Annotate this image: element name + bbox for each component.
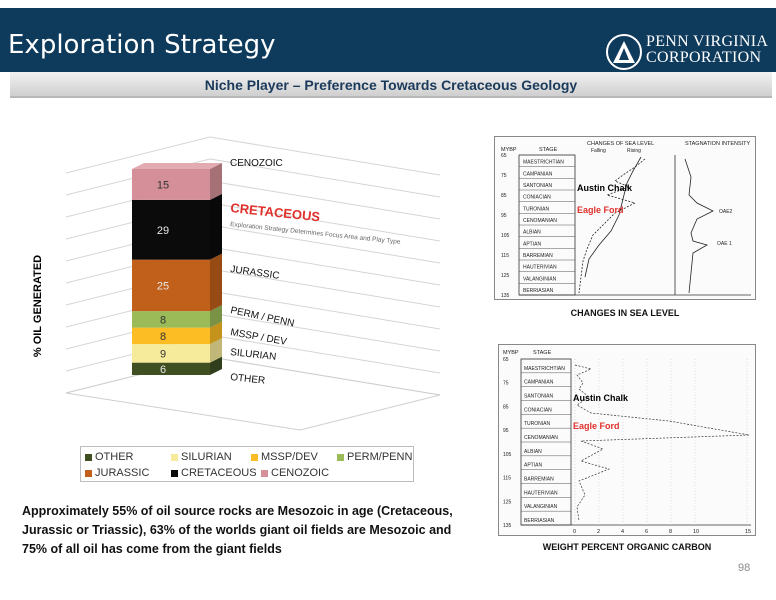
header-bar	[0, 8, 776, 72]
age-tick: 85	[503, 404, 509, 411]
x-tick: 10	[693, 529, 700, 535]
stage-label: VALANGINIAN	[524, 504, 558, 511]
oae-bottom: OAE 1	[717, 241, 732, 247]
eagle-ford-label: Eagle Ford	[577, 205, 624, 215]
page-number: 98	[738, 562, 751, 574]
chart-legend	[80, 446, 414, 482]
stage-label: MAESTRICHTIAN	[524, 365, 565, 372]
bar-segment-cretaceous	[132, 200, 210, 260]
x-tick: 15	[745, 529, 752, 535]
stage-label: BARREMIAN	[524, 476, 554, 483]
header-stage: STAGE	[533, 350, 552, 356]
bar-segment-other	[132, 363, 210, 375]
legend-swatch	[171, 470, 178, 477]
caption-text: Approximately 55% of oil source rocks are Mesozoic in age (Cretaceous, Jurassic or Triassic), 63% of the worlds giant oil fields are Mesozoic and 75% of all oil has come from the giant fields	[22, 504, 453, 556]
stagnation-curve	[685, 159, 713, 293]
legend-label: CRETACEOUS	[181, 467, 257, 479]
age-tick: 135	[501, 293, 510, 299]
sea-level-curve	[579, 159, 645, 293]
bar-segment-cenozoic	[132, 169, 210, 200]
sea-level-curve-alt	[585, 157, 641, 277]
data-label: 6	[159, 363, 167, 376]
age-tick: 115	[501, 253, 509, 259]
legend-item-msspdev	[251, 451, 318, 463]
stage-label: CAMPANIAN	[524, 379, 554, 386]
legend-label: JURASSIC	[95, 467, 150, 479]
header-rising: Rising	[627, 148, 641, 154]
bar-side-cenozoic	[210, 163, 222, 200]
header-stagnation: STAGNATION INTENSITY	[685, 141, 751, 147]
page-title: Exploration Strategy	[8, 30, 276, 60]
legend-item-cretaceous	[171, 467, 257, 479]
organic-carbon-caption: WEIGHT PERCENT ORGANIC CARBON	[542, 542, 712, 552]
oae-top: OAE2	[719, 209, 733, 215]
age-tick: 95	[503, 428, 509, 435]
subtitle-bar	[10, 72, 772, 98]
data-label: 29	[156, 224, 170, 237]
logo-line2: CORPORATION	[646, 49, 762, 66]
legend-item-jurassic	[85, 467, 149, 479]
legend-label: CENOZOIC	[271, 467, 330, 479]
stage-label: TURONIAN	[523, 206, 550, 213]
header-falling: Falling	[591, 148, 606, 154]
stage-label: HAUTERIVIAN	[523, 264, 557, 271]
series-annotation: CENOZOIC	[230, 158, 283, 169]
legend-swatch	[171, 454, 178, 461]
chart-floor	[66, 357, 440, 430]
stage-label: ALBIAN	[523, 229, 541, 236]
data-label: 8	[159, 314, 167, 327]
sea-level-panel	[494, 136, 756, 300]
series-annotation: PERM / PENN	[229, 305, 296, 330]
austin-chalk-label: Austin Chalk	[577, 183, 633, 193]
age-tick: 75	[501, 173, 507, 179]
organic-carbon-panel	[498, 344, 756, 536]
stage-label: BARREMIAN	[523, 253, 553, 259]
bar-segment-silurian	[132, 344, 210, 363]
series-annotation: OTHER	[229, 372, 266, 387]
stage-label: SANTONIAN	[524, 393, 554, 400]
legend-swatch	[261, 470, 268, 477]
age-tick: 75	[503, 380, 509, 387]
data-label: 15	[156, 179, 170, 192]
stage-label: HAUTERIVIAN	[524, 490, 558, 497]
data-label: 9	[159, 348, 167, 361]
age-tick: 125	[501, 273, 510, 279]
series-annotation: SILURIAN	[229, 347, 277, 363]
stage-label: ALBIAN	[524, 448, 542, 455]
y-axis-label: % OIL GENERATED	[32, 254, 44, 358]
age-tick: 85	[501, 193, 507, 199]
legend-label: SILURIAN	[181, 451, 232, 463]
stage-label: CONIACIAN	[523, 194, 551, 201]
stacked-bar-chart	[0, 120, 480, 450]
chart-note: Exploration Strategy Determines Focus Area and Play Type	[229, 221, 401, 246]
legend-swatch	[85, 454, 92, 461]
legend-item-other	[85, 451, 134, 463]
legend-swatch	[85, 470, 92, 477]
penn-virginia-logo-icon	[606, 34, 642, 70]
stage-label: MAESTRICHTIAN	[523, 159, 564, 166]
legend-item-silurian	[171, 451, 232, 463]
header-stage: STAGE	[539, 147, 558, 153]
legend-label: MSSP/DEV	[261, 451, 318, 463]
x-tick: 8	[669, 529, 673, 535]
stage-label: BERRIASIAN	[523, 288, 554, 294]
stage-label: VALANGINIAN	[523, 276, 557, 283]
subtitle: Niche Player – Preference Towards Cretaceous Geology	[204, 77, 578, 93]
stage-label: APTIAN	[523, 241, 542, 248]
header-changes: CHANGES OF SEA LEVEL	[587, 141, 655, 147]
legend-swatch	[337, 454, 344, 461]
stage-label: CENOMANIAN	[524, 435, 558, 441]
logo-line1: PENN VIRGINIA	[646, 33, 769, 50]
legend-item-cenozoic	[261, 467, 329, 479]
header-mybp: MYBP	[503, 350, 519, 356]
stage-label: CENOMANIAN	[523, 218, 557, 224]
x-tick: 2	[597, 529, 601, 535]
stage-label: TURONIAN	[524, 421, 551, 428]
stage-label: CAMPANIAN	[523, 171, 553, 178]
series-annotation: JURASSIC	[229, 264, 281, 282]
bar-segment-permpenn	[132, 311, 210, 327]
x-tick: 0	[573, 529, 577, 535]
austin-chalk-label: Austin Chalk	[573, 393, 629, 403]
bar-side-cretaceous	[210, 194, 222, 260]
bar-segment-jurassic	[132, 260, 210, 312]
eagle-ford-label: Eagle Ford	[573, 421, 620, 431]
legend-label: PERM/PENN	[347, 451, 413, 463]
age-tick: 105	[503, 451, 512, 458]
sea-level-caption: CHANGES IN SEA LEVEL	[570, 308, 680, 318]
age-tick: 135	[503, 523, 512, 529]
data-label: 25	[156, 280, 170, 293]
stage-label: SANTONIAN	[523, 183, 553, 189]
header-mybp: MYBP	[501, 147, 517, 153]
legend-swatch	[251, 454, 258, 461]
stage-label: APTIAN	[524, 462, 543, 469]
age-tick: 125	[503, 499, 512, 506]
legend-item-permpenn	[337, 451, 412, 463]
logo-text	[646, 34, 768, 66]
age-tick: 65	[501, 153, 507, 159]
stage-label: BERRIASIAN	[524, 518, 555, 524]
data-label: 8	[159, 330, 167, 343]
legend-label: OTHER	[95, 451, 134, 463]
age-tick: 65	[503, 357, 509, 363]
stage-label: CONIACIAN	[524, 407, 552, 414]
bar-segment-msspdev	[132, 328, 210, 344]
age-tick: 115	[503, 475, 511, 482]
series-annotation: MSSP / DEV	[229, 327, 288, 348]
y-axis-label-box	[18, 250, 44, 370]
bar-side-jurassic	[210, 254, 222, 312]
gridline-right	[210, 137, 440, 175]
x-tick: 4	[621, 529, 625, 535]
x-tick: 6	[645, 529, 649, 535]
age-tick: 105	[501, 233, 510, 239]
age-tick: 95	[501, 213, 507, 219]
toc-curve	[575, 365, 749, 521]
bar-top-cap	[132, 163, 222, 169]
series-annotation: CRETACEOUS	[229, 200, 321, 225]
